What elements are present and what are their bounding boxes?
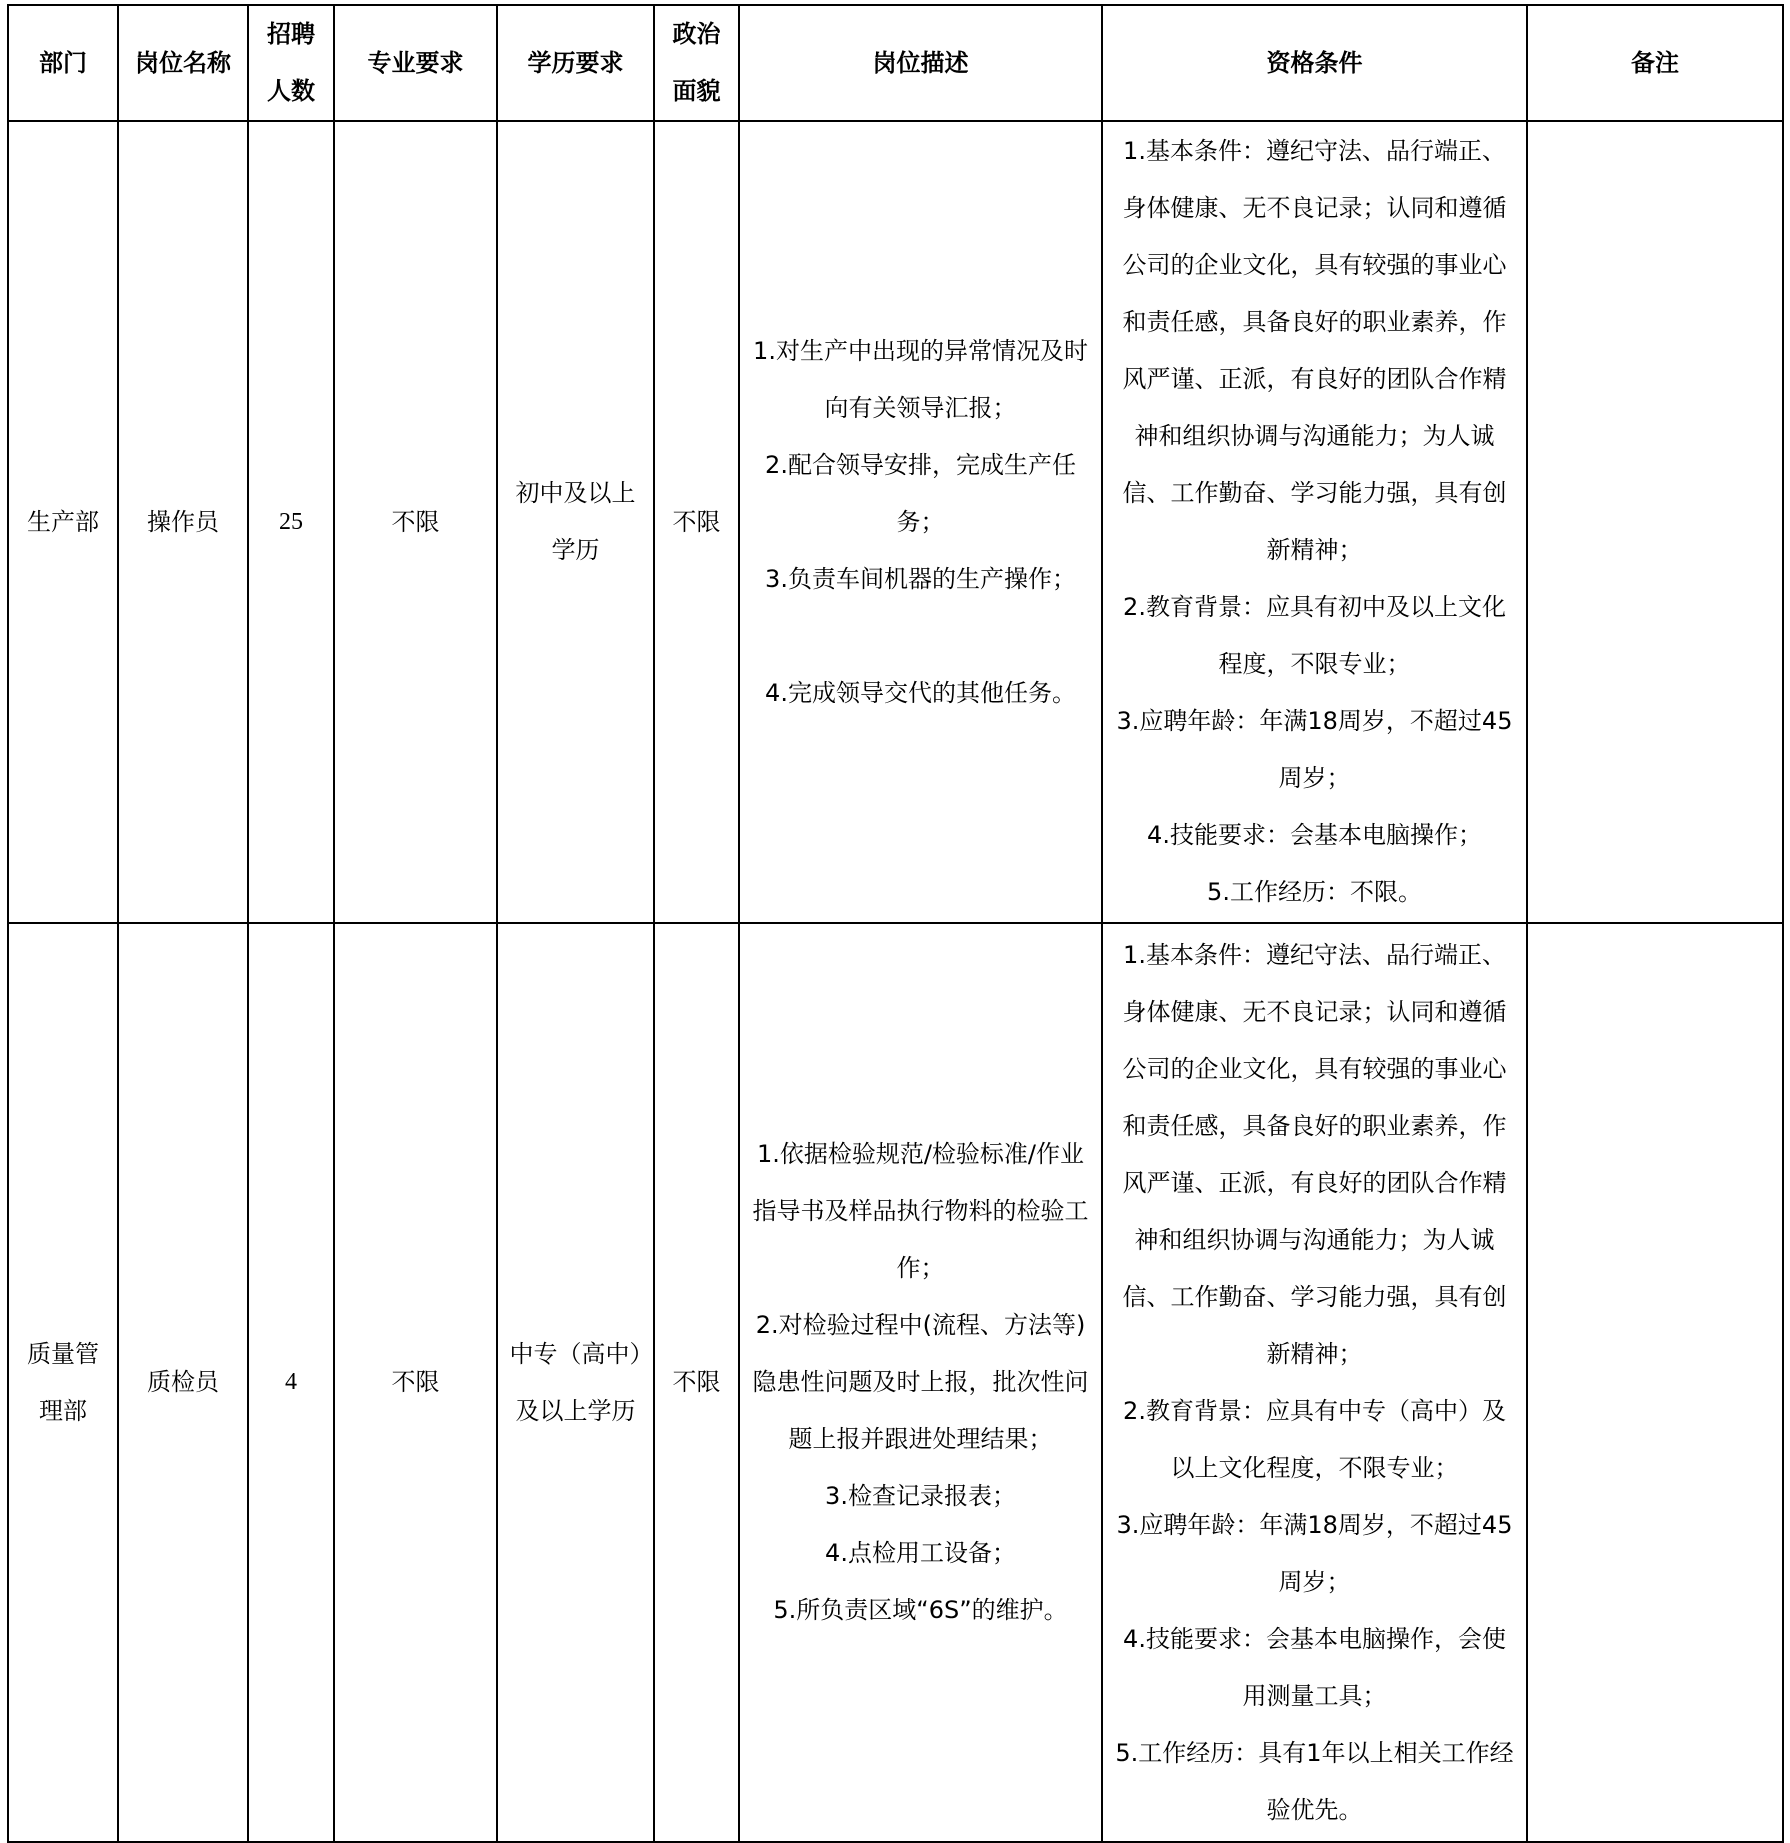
political-cell: 不限 <box>654 121 739 923</box>
headcount-cell: 25 <box>248 121 334 923</box>
description-item: 1.依据检验规范/检验标准/作业指导书及样品执行物料的检验工作； <box>752 1140 1089 1282</box>
qualification-item: 2.教育背景：应具有中专（高中）及以上文化程度，不限专业； <box>1123 1396 1506 1482</box>
qualifications-cell <box>1102 121 1527 923</box>
description-cell <box>739 121 1102 923</box>
header-major: 专业要求 <box>334 5 497 121</box>
department-cell: 生产部 <box>8 121 118 923</box>
description-item: 2.对检验过程中(流程、方法等)隐患性问题及时上报，批次性问题上报并跟进处理结果； <box>752 1311 1089 1453</box>
qualification-item: 1.基本条件：遵纪守法、品行端正、身体健康、无不良记录；认同和遵循公司的企业文化，具有较强的事业心和责任感，具备良好的职业素养，作风严谨、正派，有良好的团队合作精神和组织协调与沟通能力；为人诚信、工作勤奋、学习能力强，具有创新精神； <box>1122 137 1507 564</box>
description-item: 4.完成领导交代的其他任务。 <box>765 678 1076 707</box>
education-cell: 中专（高中）及以上学历 <box>497 923 654 1842</box>
description-item: 4.点检用工设备； <box>825 1539 1016 1567</box>
qualification-item: 2.教育背景：应具有初中及以上文化程度，不限专业； <box>1123 593 1506 678</box>
header-description: 岗位描述 <box>739 5 1102 121</box>
header-political-line2: 面貌 <box>672 77 721 105</box>
remarks-cell <box>1527 923 1783 1842</box>
header-headcount <box>248 5 334 121</box>
description-cell <box>739 923 1102 1842</box>
remarks-cell <box>1527 121 1783 923</box>
qualification-item: 3.应聘年龄：年满18周岁，不超过45周岁； <box>1116 707 1513 792</box>
header-headcount-line1: 招聘 <box>267 20 315 48</box>
header-remarks: 备注 <box>1527 5 1783 121</box>
header-political <box>654 5 739 121</box>
header-qualifications: 资格条件 <box>1102 5 1527 121</box>
qualification-item: 3.应聘年龄：年满18周岁，不超过45周岁； <box>1116 1510 1513 1596</box>
recruitment-table <box>7 4 1784 1843</box>
table-row <box>8 121 1783 923</box>
table-row <box>8 923 1783 1842</box>
description-item: 5.所负责区域“6S”的维护。 <box>773 1596 1068 1624</box>
description-spacer <box>750 608 1091 665</box>
header-department: 部门 <box>8 5 118 121</box>
description-item: 3.负责车间机器的生产操作； <box>765 564 1076 593</box>
header-row <box>8 5 1783 121</box>
header-position: 岗位名称 <box>118 5 248 121</box>
qualifications-cell <box>1102 923 1527 1842</box>
qualification-item: 1.基本条件：遵纪守法、品行端正、身体健康、无不良记录；认同和遵循公司的企业文化，具有较强的事业心和责任感，具备良好的职业素养，作风严谨、正派，有良好的团队合作精神和组织协调与沟通能力；为人诚信、工作勤奋、学习能力强，具有创新精神； <box>1122 940 1507 1368</box>
qualification-item: 4.技能要求：会基本电脑操作； <box>1147 821 1482 849</box>
political-cell: 不限 <box>654 923 739 1842</box>
department-cell: 质量管理部 <box>8 923 118 1842</box>
header-education: 学历要求 <box>497 5 654 121</box>
major-cell: 不限 <box>334 121 497 923</box>
description-item: 2.配合领导安排，完成生产任务； <box>765 450 1076 536</box>
description-item: 1.对生产中出现的异常情况及时向有关领导汇报； <box>753 336 1088 422</box>
headcount-cell: 4 <box>248 923 334 1842</box>
qualification-item: 5.工作经历：不限。 <box>1207 878 1422 906</box>
education-cell: 初中及以上学历 <box>497 121 654 923</box>
header-political-line1: 政治 <box>672 20 721 48</box>
major-cell: 不限 <box>334 923 497 1842</box>
position-cell: 操作员 <box>118 121 248 923</box>
description-item: 3.检查记录报表； <box>825 1482 1016 1510</box>
qualification-item: 4.技能要求：会基本电脑操作，会使用测量工具； <box>1123 1624 1506 1710</box>
position-cell: 质检员 <box>118 923 248 1842</box>
qualification-item: 5.工作经历：具有1年以上相关工作经验优先。 <box>1115 1738 1514 1824</box>
header-headcount-line2: 人数 <box>267 77 315 105</box>
